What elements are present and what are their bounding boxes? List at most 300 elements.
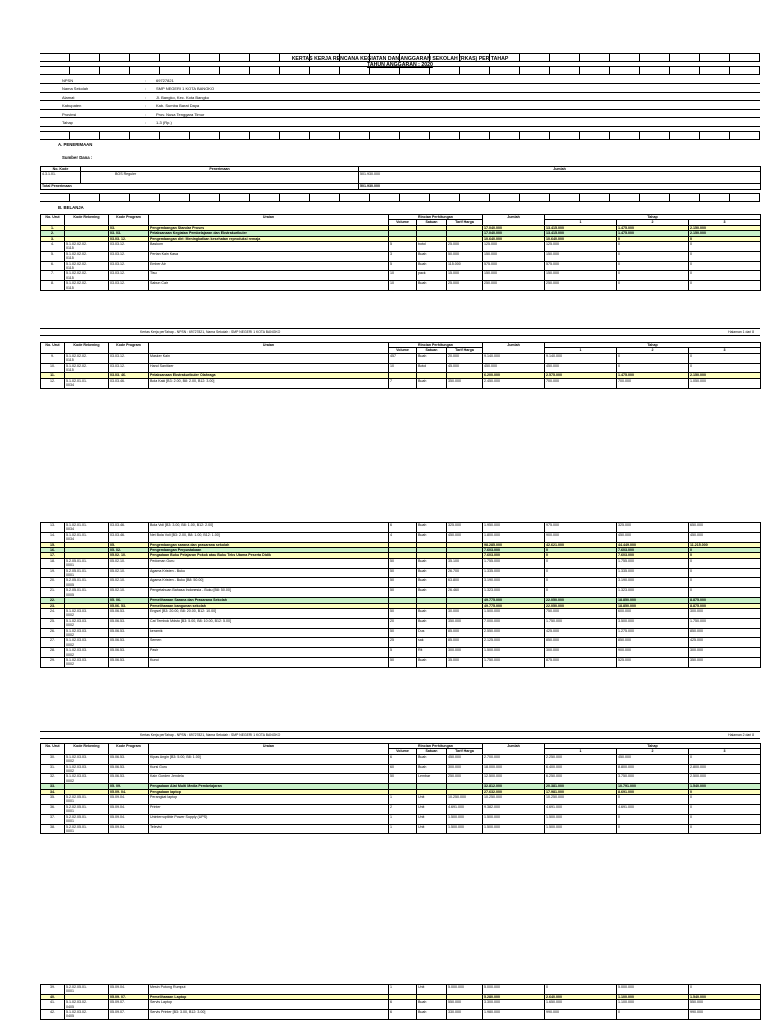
table-row: [41, 251, 761, 261]
table-row: [41, 648, 761, 658]
cell-prog: 05.09.07.: [109, 1010, 149, 1020]
cell-sat: Buah: [417, 657, 447, 667]
header-rincian: Rincian Perhitungan: [389, 343, 483, 348]
cell-sat: Dus: [417, 628, 447, 638]
penerimaan-header-jumlah: Jumlah: [359, 167, 761, 172]
cell-ur: Cat Tembok Mdsto [B3: 5.00, B8: 10.00, B12: 5.00]: [149, 618, 389, 628]
cell-no: 19.: [41, 568, 65, 578]
cell-rek: 5.1.02.03.03. 0002: [65, 754, 109, 764]
cell-jml: 1.500.000: [483, 824, 545, 834]
cell-t2: 8.691.000: [617, 789, 689, 794]
cell-tar: 550.000: [447, 1000, 483, 1010]
cell-rek: 5.2.02.05.01. 0001: [65, 985, 109, 995]
cell-jml: 250.000: [483, 281, 545, 291]
cell-jml: 49.775.000: [483, 598, 545, 603]
cell-sat: Buah: [417, 568, 447, 578]
cell-vol: 50: [389, 608, 417, 618]
cell-t3: 350.000: [689, 657, 761, 667]
cell-ur: Mesin Potong Rumput: [149, 985, 389, 995]
cell-t2: 0: [617, 363, 689, 373]
footer-text: Kertas Kerja perTahap - NPSN : 69727821, Nama Sekolah : SMP NEGERI 1 KOTA BANGKO: [140, 732, 281, 737]
cell-sat: Buah: [417, 251, 447, 261]
cell-t2: 325.000: [617, 523, 689, 533]
cell-tar: 20.000: [447, 353, 483, 363]
cell-tar: 250.000: [447, 774, 483, 784]
penerimaan-table: [40, 166, 761, 190]
cell-no: 24.: [41, 608, 65, 618]
cell-vol: 1: [389, 824, 417, 834]
cell-vol: 50: [389, 588, 417, 598]
cell-tar: 450.000: [447, 754, 483, 764]
cell-t1: 750.000: [545, 608, 617, 618]
belanja-ruler: [40, 193, 760, 202]
cell-t2: 1.475.000: [617, 231, 689, 236]
cell-t3: 0: [689, 281, 761, 291]
header-kode-rekening: Kode Rekening: [65, 215, 109, 226]
cell-ur: Uninterruptible Power Supply (UPS): [149, 814, 389, 824]
header-kode-rekening: Kode Rekening: [65, 744, 109, 755]
cell-t3: 0: [689, 985, 761, 995]
cell-sat: Buah: [417, 764, 447, 774]
cell-ur: Pengembangan Perpustakaan: [149, 548, 389, 553]
header-satuan: Satuan: [417, 220, 447, 225]
cell-jml: 150.000: [483, 251, 545, 261]
cell-prog: 03.03.46.: [109, 378, 149, 388]
cell-t1: 0: [545, 588, 617, 598]
cell-ur: Kursi Guru: [149, 764, 389, 774]
cell-t2: 8.800.000: [617, 764, 689, 774]
cell-no: 6.: [41, 261, 65, 271]
header-kode-rekening: Kode Rekening: [65, 343, 109, 354]
cell-prog: 05.09.04.: [109, 985, 149, 995]
cell-rek: 5.2.02.05.01. 0001: [65, 804, 109, 814]
cell-prog: 05. 02.: [109, 548, 149, 553]
cell-jml: 10.640.000: [483, 236, 545, 241]
header-tahap-2: 2: [617, 749, 689, 754]
cell-t2: 3.500.000: [617, 618, 689, 628]
cell-vol: 5: [389, 648, 417, 658]
cell-prog: 03.03. 12.: [109, 236, 149, 241]
cell-t3: 8.875.000: [689, 603, 761, 608]
cell-tar: 10.250.000: [447, 795, 483, 805]
cell-t3: 2.150.000: [689, 373, 761, 378]
table-row: [41, 578, 761, 588]
cell-t2: 7.603.000: [617, 548, 689, 553]
cell-sat: Unit: [417, 824, 447, 834]
cell-rek: 5.1.02.02.02. 0115: [65, 353, 109, 363]
header-kode-program: Kode Program: [109, 343, 149, 354]
cell-tar: 50.000: [447, 251, 483, 261]
identity-label: Nama Sekolah: [62, 86, 89, 91]
identity-colon: :: [145, 77, 147, 83]
cell-t1: 42.621.000: [545, 542, 617, 547]
cell-jml: 5.280.000: [483, 994, 545, 999]
cell-rek: 5.2.02.05.01. 0001: [65, 814, 109, 824]
cell-tar: 300.000: [447, 648, 483, 658]
cell-no: 8.: [41, 281, 65, 291]
cell-vol: 2: [389, 804, 417, 814]
cell-ur: Ember Air: [149, 261, 389, 271]
cell-no: 10.: [41, 363, 65, 373]
cell-jml: 450.000: [483, 363, 545, 373]
section-penerimaan: A. PENERIMAAN: [58, 142, 93, 147]
cell-no: 39.: [41, 985, 65, 995]
table-row: [41, 764, 761, 774]
cell-t2: 4.691.000: [617, 804, 689, 814]
cell-rek: 5.1.02.02.02. 0115: [65, 261, 109, 271]
cell-no: 36.: [41, 804, 65, 814]
table-row: [41, 628, 761, 638]
cell-sat: Buah: [417, 558, 447, 568]
cell-jml: 7.000.000: [483, 618, 545, 628]
cell-no: 5.: [41, 251, 65, 261]
cell-jml: 9.382.000: [483, 804, 545, 814]
cell-no: 16.: [41, 548, 65, 553]
cell-t1: 700.000: [545, 378, 617, 388]
cell-prog: 05.09.04.: [109, 804, 149, 814]
cell-vol: 1: [389, 814, 417, 824]
cell-t1: 0: [545, 985, 617, 995]
cell-ur: Televisi: [149, 824, 389, 834]
identity-value: Kab. Sumba Barat Daya: [156, 103, 200, 108]
cell-t1: 300.000: [545, 648, 617, 658]
cell-rek: 5.2.05.01.01. 0005: [65, 588, 109, 598]
cell-no: 28.: [41, 648, 65, 658]
cell-rek: 5.1.02.02.02. 0115: [65, 242, 109, 252]
cell-t2: 1.475.000: [617, 225, 689, 230]
header-uraian: Uraian: [149, 744, 389, 755]
cell-t2: 1.275.000: [617, 628, 689, 638]
table-row: [41, 1010, 761, 1020]
cell-t2: 525.000: [617, 657, 689, 667]
cell-no: 29.: [41, 657, 65, 667]
cell-t3: 0: [689, 814, 761, 824]
identity-row: [40, 77, 760, 84]
identity-row: [40, 94, 760, 101]
cell-sat: sak: [417, 638, 447, 648]
cell-rek: 5.1.02.03.03. 0002: [65, 618, 109, 628]
cell-t3: 11.215.000: [689, 542, 761, 547]
cell-ur: Agama Kristen - Buku: [149, 568, 389, 578]
total-penerimaan-label: Total Penerimaan: [41, 184, 359, 189]
cell-jml: 18.000.000: [483, 764, 545, 774]
cell-ur: Pertan Kain Kasa: [149, 251, 389, 261]
sheet-page-2: [0, 515, 768, 900]
cell-vol: 6: [389, 1010, 417, 1020]
cell-no: 23.: [41, 603, 65, 608]
penerimaan-header-kode: No. Kode: [41, 167, 81, 172]
identity-row: [40, 111, 760, 118]
cell-ur: Baskom: [149, 242, 389, 252]
table-row: [41, 795, 761, 805]
cell-vol: 50: [389, 568, 417, 578]
cell-vol: 6: [389, 754, 417, 764]
cell-t3: 650.000: [689, 523, 761, 533]
cell-prog: 05.06.53.: [109, 628, 149, 638]
header-no-urut: No. Urut: [41, 215, 65, 226]
cell-vol: 1: [389, 795, 417, 805]
cell-prog: 03.03.12.: [109, 353, 149, 363]
cell-t2: 1.100.000: [617, 994, 689, 999]
cell-t2: 0: [617, 353, 689, 363]
cell-prog: 05.09. 04.: [109, 789, 149, 794]
cell-tar: 300.000: [447, 764, 483, 774]
cell-prog: 05.09.04.: [109, 814, 149, 824]
cell-no: 25.: [41, 618, 65, 628]
cell-t1: 9.140.000: [545, 353, 617, 363]
table-row: [41, 532, 761, 542]
cell-tar: 450.000: [447, 532, 483, 542]
table-row: [41, 985, 761, 995]
table-row: [41, 814, 761, 824]
cell-t3: 0: [689, 754, 761, 764]
cell-no: 9.: [41, 353, 65, 363]
cell-sat: Unit: [417, 814, 447, 824]
cell-t2: 700.000: [617, 378, 689, 388]
cell-ur: Kain Gorden Jendela: [149, 774, 389, 784]
identity-label: Tahap: [62, 120, 73, 125]
cell-sat: Buah: [417, 608, 447, 618]
cell-t1: 6.250.000: [545, 774, 617, 784]
cell-t2: 0: [617, 242, 689, 252]
cell-tar: 26.460: [447, 588, 483, 598]
cell-ur: Pelaksanaan Kegiatan Pembelajaran dan Ekstrakurikuler: [149, 231, 389, 236]
cell-t3: 0: [689, 242, 761, 252]
cell-vol: 50: [389, 628, 417, 638]
belanja-table: [40, 214, 761, 291]
cell-t2: 1.755.000: [617, 558, 689, 568]
cell-vol: 50: [389, 657, 417, 667]
cell-ur: Bola Kaki [B3: 2.00, B8: 2.00, B12: 3.00]: [149, 378, 389, 388]
cell-t1: 900.000: [545, 532, 617, 542]
cell-no: 21.: [41, 588, 65, 598]
cell-tar: 325.000: [447, 523, 483, 533]
cell-no: 4.: [41, 242, 65, 252]
cell-t3: 0: [689, 588, 761, 598]
cell-t1: 2.640.000: [545, 994, 617, 999]
cell-t2: 0: [617, 236, 689, 241]
cell-t3: 0: [689, 789, 761, 794]
cell-ur: Perangkat laptop: [149, 795, 389, 805]
belanja-table: [40, 743, 761, 834]
cell-t3: 2.800.000: [689, 764, 761, 774]
cell-jml: 98.285.000: [483, 542, 545, 547]
cell-t3: 2.150.000: [689, 231, 761, 236]
cell-t3: 0: [689, 548, 761, 553]
cell-prog: 05. 09.: [109, 784, 149, 789]
identity-value: Jl. Bangko, Kec. Kota Bangko: [156, 94, 209, 100]
identity-label: Provinsi: [62, 111, 77, 117]
cell-prog: 03.03.12.: [109, 242, 149, 252]
cell-prog: 05.02. 10.: [109, 553, 149, 558]
cell-t2: 600.000: [617, 608, 689, 618]
cell-jml: 3.190.000: [483, 578, 545, 588]
header-tahap: Tahap: [545, 744, 761, 749]
cell-rek: 5.1.02.03.02. 0405: [65, 1010, 109, 1020]
cell-jml: 2.700.000: [483, 754, 545, 764]
cell-t1: 1.750.000: [545, 618, 617, 628]
cell-rek: 5.1.02.03.03. 0002: [65, 638, 109, 648]
identity-value: SMP NEGERI 1 KOTA BANGKO: [156, 86, 215, 91]
header-jumlah: Jumlah: [483, 215, 545, 226]
cell-t1: 13.415.000: [545, 225, 617, 230]
cell-prog: 05.09. 07.: [109, 994, 149, 999]
cell-tar: 25.000: [447, 281, 483, 291]
cell-t3: 990.000: [689, 1010, 761, 1020]
cell-sat: Buah: [417, 1000, 447, 1010]
cell-t2: 10.791.000: [617, 784, 689, 789]
penerimaan-jumlah: 501.930.000: [359, 172, 761, 184]
identity-colon: :: [145, 111, 147, 117]
table-row: [41, 774, 761, 784]
cell-no: 26.: [41, 628, 65, 638]
identity-colon: :: [145, 120, 147, 125]
cell-rek: 5.1.02.03.02. 0405: [65, 1000, 109, 1010]
cell-t1: 0: [545, 553, 617, 558]
cell-t1: 1.500.000: [545, 824, 617, 834]
cell-vol: 20: [389, 618, 417, 628]
cell-prog: 05.02.10.: [109, 568, 149, 578]
cell-prog: 03.03.12.: [109, 251, 149, 261]
cell-tar: 330.000: [447, 1010, 483, 1020]
cell-t1: 4.691.000: [545, 804, 617, 814]
identity-row: [40, 86, 760, 93]
cell-ur: Pengadaan Alat Multi Media Pembelajaran: [149, 784, 389, 789]
cell-prog: 05.06.53.: [109, 754, 149, 764]
cell-t2: 3.750.000: [617, 774, 689, 784]
cell-jml: 1.500.000: [483, 648, 545, 658]
cell-prog: 05.09.04.: [109, 824, 149, 834]
cell-no: 31.: [41, 764, 65, 774]
cell-vol: 10: [389, 271, 417, 281]
table-row: [41, 608, 761, 618]
identity-value: Prov. Nusa Tenggara Timur: [156, 111, 205, 117]
cell-no: 30.: [41, 754, 65, 764]
cell-tar: 30.000: [447, 608, 483, 618]
cell-t2: 0: [617, 824, 689, 834]
cell-jml: 10.250.000: [483, 795, 545, 805]
cell-jml: 1.323.000: [483, 588, 545, 598]
cell-t3: 0: [689, 578, 761, 588]
cell-prog: 05.06. 53.: [109, 603, 149, 608]
table-row: [41, 588, 761, 598]
cell-t3: 425.000: [689, 638, 761, 648]
cell-t2: 450.000: [617, 532, 689, 542]
header-uraian: Uraian: [149, 343, 389, 354]
fiscal-year: TAHUN ANGGARAN : 2020: [367, 62, 433, 68]
identity-label: NPSN: [62, 77, 74, 83]
cell-sat: Buah: [417, 523, 447, 533]
cell-tar: 115.000: [447, 261, 483, 271]
header-tahap-3: 3: [689, 749, 761, 754]
cell-no: 33.: [41, 784, 65, 789]
cell-ur: Servis Laptop: [149, 1000, 389, 1010]
cell-ur: keramik: [149, 628, 389, 638]
cell-jml: 27.632.000: [483, 789, 545, 794]
cell-sat: Buah: [417, 578, 447, 588]
header-rincian: Rincian Perhitungan: [389, 744, 483, 749]
header-rincian: Rincian Perhitungan: [389, 215, 483, 220]
cell-tar: 45.000: [447, 363, 483, 373]
cell-sat: pack: [417, 271, 447, 281]
page-footer-1: [40, 328, 760, 336]
total-penerimaan-value: 501.930.000: [359, 184, 761, 189]
header-tahap-3: 3: [689, 220, 761, 225]
footer-text: Kertas Kerja perTahap - NPSN : 69727821, Nama Sekolah : SMP NEGERI 1 KOTA BANGKO: [140, 329, 281, 334]
header-volume: Volume: [389, 220, 417, 225]
cell-jml: 1.950.000: [483, 523, 545, 533]
cell-jml: 3.300.000: [483, 1000, 545, 1010]
cell-t1: 575.000: [545, 261, 617, 271]
cell-jml: 125.000: [483, 242, 545, 252]
cell-t1: 0: [545, 578, 617, 588]
header-tahap-1: 1: [545, 749, 617, 754]
cell-rek: 5.1.02.03.03. 0002: [65, 657, 109, 667]
header-no-urut: No. Urut: [41, 343, 65, 354]
cell-vol: 10: [389, 363, 417, 373]
cell-t3: 0: [689, 568, 761, 578]
table-row: [41, 568, 761, 578]
cell-sat: Buah: [417, 281, 447, 291]
belanja-table: [40, 522, 761, 668]
identity-colon: :: [145, 103, 147, 108]
cell-prog: 03.: [109, 225, 149, 230]
header-tahap: Tahap: [545, 343, 761, 348]
cell-tar: 15.000: [447, 271, 483, 281]
cell-t1: 10.640.000: [545, 236, 617, 241]
cell-jml: 150.000: [483, 271, 545, 281]
cell-t2: 450.000: [617, 754, 689, 764]
cell-t3: 1.540.000: [689, 994, 761, 999]
cell-t3: 0: [689, 804, 761, 814]
cell-no: 17.: [41, 553, 65, 558]
table-row: [41, 242, 761, 252]
cell-t3: 1.050.000: [689, 378, 761, 388]
cell-rek: 5.2.05.01.01. 0001: [65, 558, 109, 568]
cell-sat: Unit: [417, 985, 447, 995]
header-uraian: Uraian: [149, 215, 389, 226]
cell-t1: 20.381.000: [545, 784, 617, 789]
cell-tar: 4.691.000: [447, 804, 483, 814]
page-number: Halaman 1 dari 8: [728, 329, 754, 334]
cell-rek: 5.1.02.02.02. 0115: [65, 363, 109, 373]
table-row: [41, 523, 761, 533]
cell-sat: Buah: [417, 261, 447, 271]
cell-no: 40.: [41, 994, 65, 999]
cell-vol: 5: [389, 261, 417, 271]
cell-prog: 05.06.53.: [109, 657, 149, 667]
table-row: [41, 657, 761, 667]
cell-t3: 1.750.000: [689, 618, 761, 628]
page-number: Halaman 2 dari 8: [728, 732, 754, 737]
cell-tar: 85.000: [447, 638, 483, 648]
cell-t2: 0: [617, 814, 689, 824]
cell-no: 38.: [41, 824, 65, 834]
cell-prog: 05.09.04.: [109, 795, 149, 805]
cell-sat: Buah: [417, 618, 447, 628]
table-row: [41, 271, 761, 281]
cell-t3: 1.540.000: [689, 784, 761, 789]
header-tahap-2: 2: [617, 220, 689, 225]
cell-t3: 8.875.000: [689, 598, 761, 603]
cell-vol: 5: [389, 242, 417, 252]
cell-prog: 03.03.12.: [109, 281, 149, 291]
cell-t1: 875.000: [545, 657, 617, 667]
cell-t3: 0: [689, 271, 761, 281]
cell-sat: Rit: [417, 648, 447, 658]
cell-prog: 05. 06.: [109, 598, 149, 603]
cell-rek: 5.2.05.01.01. 0005: [65, 578, 109, 588]
